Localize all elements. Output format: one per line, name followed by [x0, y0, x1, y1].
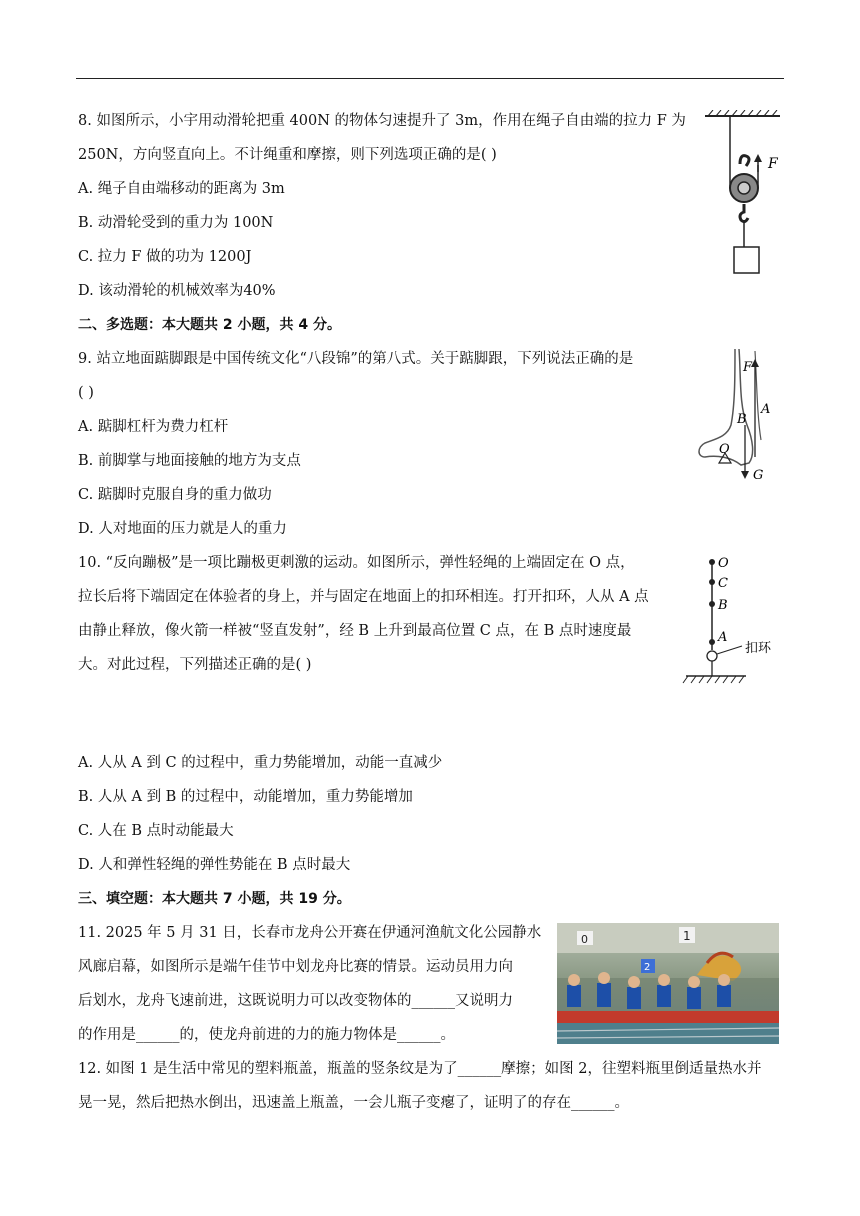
foot-label-A: A	[761, 402, 771, 417]
q8-line2: 250N，方向竖直向上。不计绳重和摩擦，则下列选项正确的是( )	[78, 147, 497, 163]
bungee-label-A: A	[718, 630, 728, 645]
q9-line2: ( )	[78, 385, 94, 401]
photo-number-0: 0	[581, 933, 588, 946]
q8-option-d: D. 该动滑轮的机械效率为40%	[78, 283, 276, 299]
q9-option-c: C. 踮脚时克服自身的重力做功	[78, 487, 272, 503]
q10-line3: 由静止释放，像火箭一样被“竖直发射”，经 B 上升到最高位置 C 点，在 B 点时速度最	[78, 623, 632, 639]
q10-option-a: A. 人从 A 到 C 的过程中，重力势能增加，动能一直减少	[78, 755, 443, 771]
section-2-heading: 二、多选题：本大题共 2 小题，共 4 分。	[78, 317, 341, 333]
foot-label-F: F	[743, 360, 753, 375]
q8-option-b: B. 动滑轮受到的重力为 100N	[78, 215, 274, 231]
foot-label-G: G	[753, 468, 764, 483]
q10-line4: 大。对此过程，下列描述正确的是( )	[78, 657, 312, 673]
q12-line1: 12. 如图 1 是生活中常见的塑料瓶盖，瓶盖的竖条纹是为了______摩擦；如图 2，往塑料瓶里倒适量热水并	[78, 1061, 762, 1077]
q11-line4: 的作用是______的，使龙舟前进的力的施力物体是______。	[78, 1027, 455, 1043]
q11-line1: 11. 2025 年 5 月 31 日，长春市龙舟公开赛在伊通河渔航文化公园静水	[78, 925, 542, 941]
dragon-boat-photo	[557, 923, 779, 1044]
q10-option-b: B. 人从 A 到 B 的过程中，动能增加，重力势能增加	[78, 789, 413, 805]
photo-number-1: 1	[683, 929, 691, 943]
q8-line1: 8. 如图所示，小宇用动滑轮把重 400N 的物体匀速提升了 3m，作用在绳子自由端的拉力 F 为	[78, 113, 686, 129]
q11-line3: 后划水，龙舟飞速前进，这既说明力可以改变物体的______又说明力	[78, 993, 513, 1009]
q8-option-a: A. 绳子自由端移动的距离为 3m	[78, 181, 285, 197]
photo-number-2: 2	[644, 962, 651, 973]
q8-option-c: C. 拉力 F 做的功为 1200J	[78, 249, 252, 265]
pulley-figure	[700, 110, 790, 280]
pulley-force-label: F	[768, 156, 778, 172]
q12-line2: 晃一晃，然后把热水倒出，迅速盖上瓶盖，一会儿瓶子变瘪了，证明了的存在______。	[78, 1095, 629, 1111]
q10-line2: 拉长后将下端固定在体验者的身上，并与固定在地面上的扣环相连。打开扣环，人从 A 点	[78, 589, 649, 605]
q9-option-b: B. 前脚掌与地面接触的地方为支点	[78, 453, 301, 469]
q11-line2: 风廊启幕，如图所示是端午佳节中划龙舟比赛的情景。运动员用力向	[78, 959, 513, 975]
q10-option-c: C. 人在 B 点时动能最大	[78, 823, 234, 839]
foot-lever-figure	[695, 345, 790, 485]
q9-line1: 9. 站立地面踮脚跟是中国传统文化“八段锦”的第八式。关于踮脚跟，下列说法正确的是	[78, 351, 634, 367]
reverse-bungee-figure	[680, 552, 785, 687]
q9-option-a: A. 踮脚杠杆为费力杠杆	[78, 419, 229, 435]
q10-line1: 10. “反向蹦极”是一项比蹦极更刺激的运动。如图所示，弹性轻绳的上端固定在 O 点，	[78, 555, 635, 571]
dragon-boat-photo-art	[557, 923, 779, 1044]
section-3-heading: 三、填空题：本大题共 7 小题，共 19 分。	[78, 891, 351, 907]
bungee-label-O: O	[718, 556, 729, 571]
bungee-label-C: C	[718, 576, 728, 591]
foot-label-O: O	[719, 442, 730, 457]
bungee-label-ring: 扣环	[745, 641, 772, 656]
foot-label-B: B	[737, 412, 747, 427]
q10-option-d: D. 人和弹性轻绳的弹性势能在 B 点时最大	[78, 857, 351, 873]
bungee-label-B: B	[718, 598, 728, 613]
q9-option-d: D. 人对地面的压力就是人的重力	[78, 521, 287, 537]
header-rule	[76, 78, 784, 79]
